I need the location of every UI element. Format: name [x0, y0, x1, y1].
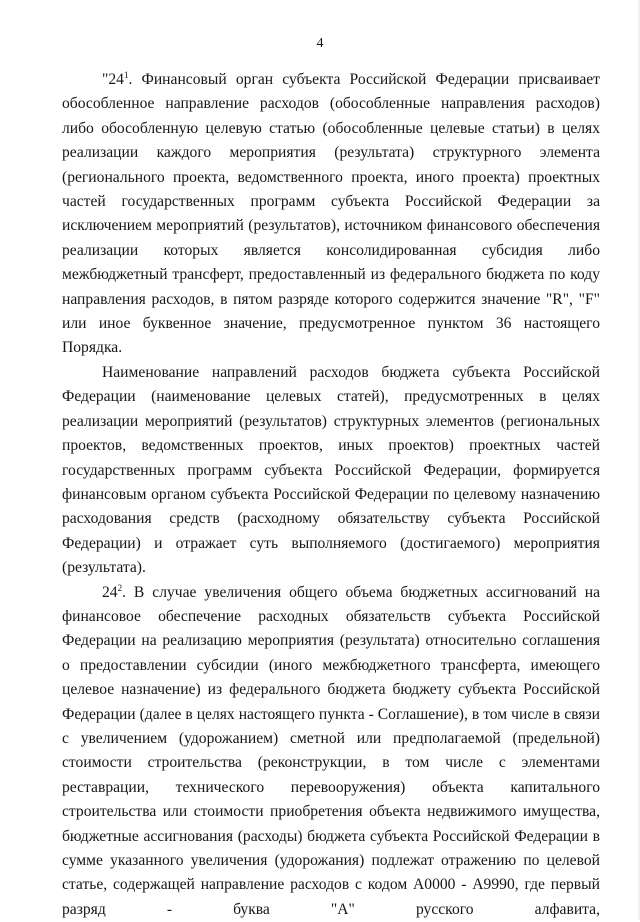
paragraph-24-2-superscript: 2 [117, 582, 123, 593]
paragraph-naming-text: Наименование направлений расходов бюджета субъекта Российской Федерации (наименование целевых статей), предусмотренных в целях реализации мероприятий (результатов) структурных элементов (региональных проектов, ведомственных проектов, иных проектов) проектных частей государственных программ субъекта Российской Федерации, формируется финансовым органом субъекта Российской Федерации по целевому назначению расходования средств (расходному обязательству субъекта Российской Федерации) и отражает суть выполняемого (достигаемого) мероприятия (результата). [62, 363, 600, 577]
paragraph-24-1-superscript: 1 [123, 70, 129, 80]
paragraph-24-2-lead: 24 [102, 583, 118, 601]
page-number: 4 [316, 36, 324, 51]
paragraph-24-1-lead: "24 [102, 71, 124, 88]
paragraph-naming [62, 361, 600, 581]
paragraph-24-1-text: . Финансовый орган субъекта Российской Федерации присваивает обособленное направление расходов (обособленные направления расходов) либо обособленную целевую статью (обособленные целевые статьи) в целях реализации каждого мероприятия (результата) структурного элемента (регионального проекта, ведомственного проекта, иного проекта) проектных частей государственных программ субъекта Российской Федерации за исключением мероприятий (результатов), источником финансового обеспечения реализации которых является консолидированная субсидия либо межбюджетный трансферт, предоставленный из федерального бюджета по коду направления расходов, в пятом разряде которого содержится значение "R", "F" или иное буквенное значение, предусмотренное пунктом 36 настоящего Порядка. [62, 71, 600, 357]
document-body [62, 68, 600, 922]
paragraph-24-1 [62, 68, 600, 361]
paragraph-24-2-text: . В случае увеличения общего объема бюджетных ассигнований на финансовое обеспечение расходных обязательств субъекта Российской Федерации на реализацию мероприятия (результата) относительно соглашения о предоставлении субсидии (иного межбюджетного трансферта, имеющего целевое назначение) из федерального бюджета бюджету субъекта Российской Федерации (далее в целях настоящего пункта - Соглашение), в том числе в связи с увеличением (удорожанием) сметной или предполагаемой (предельной) стоимости строительства (реконструкции, в том числе с элементами реставрации, технического перевооружения) объекта капитального строительства или стоимости приобретения объекта недвижимого имущества, бюджетные ассигнования (расходы) бюджета субъекта Российской Федерации в сумме указанного увеличения (удорожания) подлежат отражению по целевой статье, содержащей направление расходов с кодом А0000 - А9990, где первый разряд - буква "А" русского алфавита, [62, 583, 600, 918]
paragraph-24-2 [62, 581, 600, 922]
